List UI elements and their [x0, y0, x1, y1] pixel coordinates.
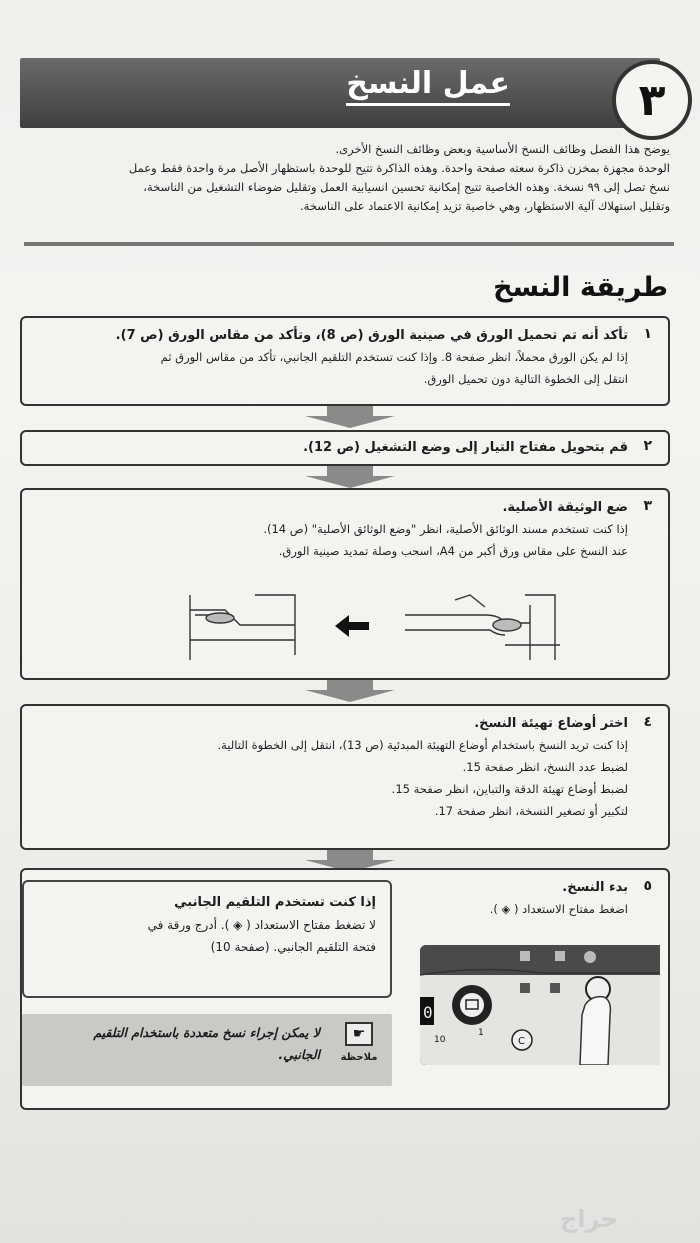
step-heading: بدء النسخ. — [562, 880, 628, 895]
step-number: ١ — [643, 326, 652, 342]
note-line: لا يمكن إجراء نسخ متعددة باستخدام التلقيم — [93, 1025, 320, 1040]
pressing-finger — [580, 997, 610, 1065]
chapter-header-bar — [20, 58, 660, 128]
note-label: ملاحظة — [340, 1052, 378, 1063]
step-4-box — [20, 704, 670, 850]
step-number: ٢ — [643, 438, 652, 454]
intro-line: الوحدة مجهزة بمخزن ذاكرة سعته صفحة واحدة. وهذه الذاكرة تتيح للوحدة باستظهار الأصل مرة واحدة فقط وعمل — [128, 161, 670, 175]
intro-line: نسخ تصل إلى ٩٩ نسخة. وهذه الخاصية تتيح إمكانية تحسين انسيابية العمل وتقليل ضوضاء التشغيل من الناسخة، — [143, 180, 670, 194]
step-heading: تأكد أنه تم تحميل الورق في صينية الورق (ص 8)، وتأكد من مقاس الورق (ص 7). — [115, 328, 628, 343]
step-body-line: انتقل إلى الخطوة التالية دون تحميل الورق. — [423, 372, 628, 386]
step-body-line: لضبط أوضاع تهيئة الدقة والتباين، انظر صفحة 15. — [391, 782, 628, 796]
step-body-line: إذا كنت تريد النسخ باستخدام أوضاع التهيئة المبدئية (ص 13)، انتقل إلى الخطوة التالية. — [217, 738, 628, 752]
chapter-title: عمل النسخ — [346, 66, 510, 106]
side-feed-line: لا تضغط مفتاح الاستعداد ( ◈ ). أدرج ورقة في — [147, 918, 376, 932]
step-1-box — [20, 316, 670, 406]
side-feed-box — [22, 880, 392, 998]
step-number: ٥ — [643, 878, 652, 894]
paper-tray-extension-illustration — [185, 585, 565, 665]
step-body-line: اضغط مفتاح الاستعداد ( ◈ ). — [489, 902, 628, 916]
step-body-line: إذا كنت تستخدم مسند الوثائق الأصلية، انظر "وضع الوثائق الأصلية" (ص 14). — [263, 522, 628, 536]
intro-line: يوضح هذا الفصل وظائف النسخ الأساسية وبعض وظائف النسخ الأخرى. — [335, 142, 670, 156]
step-heading: اختر أوضاع تهيئة النسخ. — [474, 716, 628, 731]
step-number: ٣ — [643, 498, 652, 514]
chapter-number-badge: ٣ — [612, 60, 692, 140]
panel-label: 10 — [434, 1035, 446, 1045]
hand-pointer-icon: ☛ — [345, 1022, 373, 1046]
left-arrow-icon — [335, 615, 369, 637]
tray-extended-drawing — [190, 595, 295, 660]
note-line: الجانبي. — [278, 1047, 320, 1062]
section-title: طريقة النسخ — [493, 272, 668, 303]
down-arrow-icon — [305, 406, 395, 428]
step-heading: قم بتحويل مفتاح التيار إلى وضع التشغيل (ص 12). — [303, 440, 628, 455]
note-box — [22, 1014, 392, 1086]
side-feed-line: فتحة التلقيم الجانبي. (صفحة 10) — [210, 940, 376, 954]
display-digit: 0 — [423, 1003, 433, 1022]
step-heading: ضع الوثيقة الأصلية. — [502, 500, 628, 515]
step-2-box — [20, 430, 670, 466]
panel-label: 1 — [478, 1028, 484, 1038]
down-arrow-icon — [305, 680, 395, 702]
control-panel-illustration — [420, 945, 660, 1065]
divider-rule — [24, 242, 674, 246]
step-body-line: إذا لم يكن الورق محملاً، انظر صفحة 8. وإذا كنت تستخدم التلقيم الجانبي، تأكد من مقاس الورق ثم — [160, 350, 628, 364]
tray-with-hand-drawing — [405, 595, 560, 660]
note-marker — [336, 1022, 382, 1063]
panel-label: C — [518, 1036, 525, 1047]
watermark-logo: حراج — [560, 1205, 618, 1233]
down-arrow-icon — [305, 466, 395, 488]
step-body-line: عند النسخ على مقاس ورق أكبر من A4، اسحب وصلة تمديد صينية الورق. — [278, 544, 628, 558]
side-feed-title: إذا كنت تستخدم التلقيم الجانبي — [174, 895, 376, 910]
intro-line: وتقليل استهلاك آلية الاستظهار، وهي خاصية تزيد إمكانية الاعتماد على الناسخة. — [300, 199, 670, 213]
step-body-line: لتكبير أو تصغير النسخة، انظر صفحة 17. — [434, 804, 628, 818]
step-number: ٤ — [643, 714, 652, 730]
chapter-intro — [30, 140, 670, 216]
step-body-line: لضبط عدد النسخ، انظر صفحة 15. — [462, 760, 628, 774]
